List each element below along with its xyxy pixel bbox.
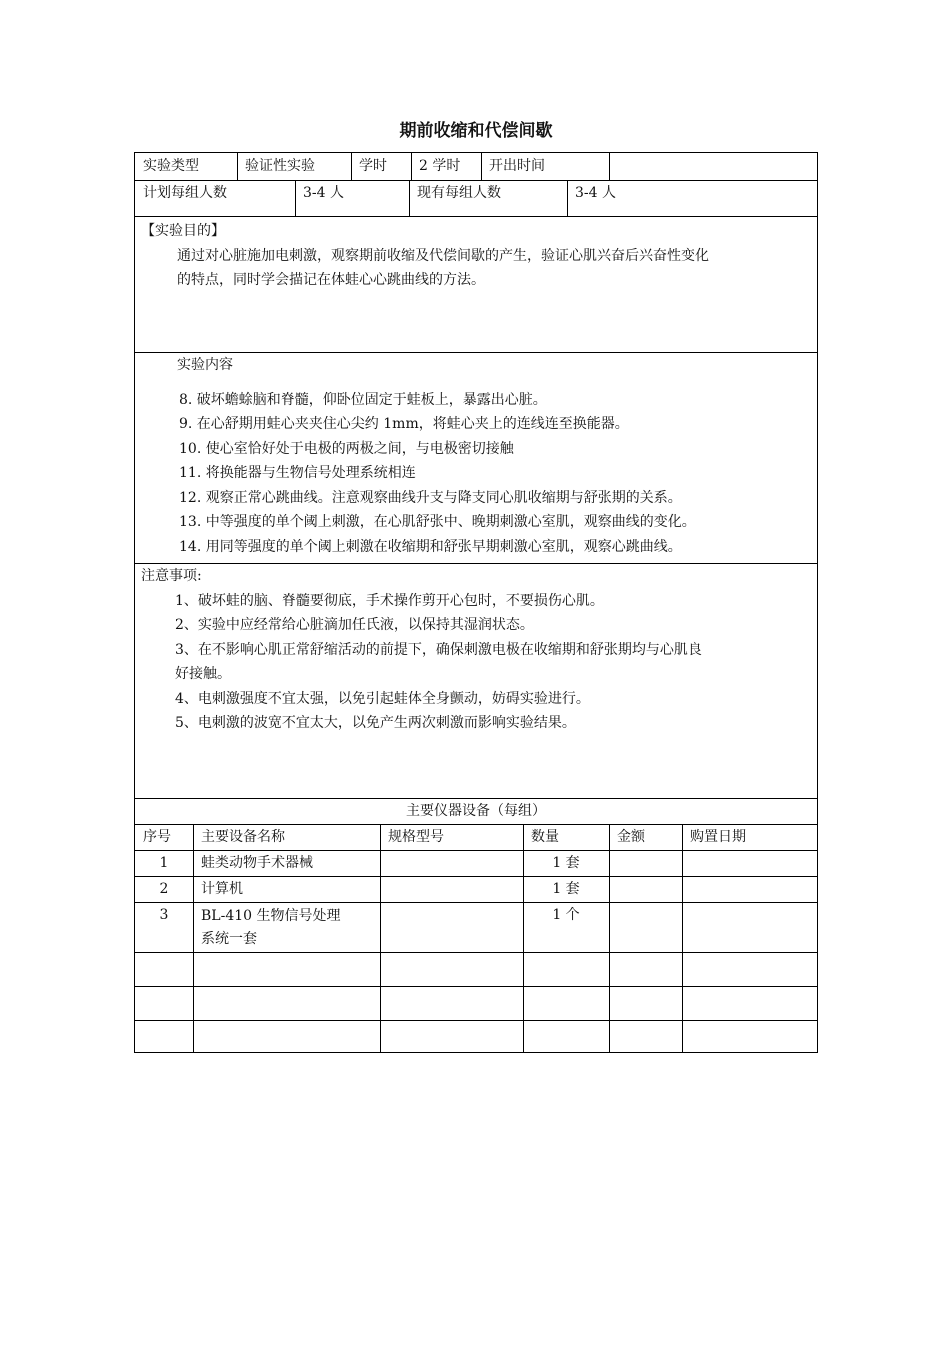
- equipment-heading: 主要仪器设备（每组）: [406, 803, 546, 819]
- notes-item: 4、电刺激强度不宜太强，以免引起蛙体全身颤动，妨碍实验进行。: [175, 690, 590, 707]
- equipment-row-no: 1: [159, 855, 169, 871]
- content-heading: 实验内容: [177, 357, 233, 373]
- equipment-row-qty: 1 套: [552, 881, 580, 897]
- content-item: 8. 破坏蟾蜍脑和脊髓，仰卧位固定于蛙板上，暴露出心脏。: [179, 391, 547, 408]
- purpose-heading: 【实验目的】: [141, 223, 225, 239]
- col-header-spec: 规格型号: [388, 829, 444, 845]
- content-section: [141, 353, 813, 559]
- equipment-empty-row: [135, 952, 817, 986]
- equipment-row-amount: [609, 876, 682, 902]
- col-header-no: 序号: [143, 829, 171, 845]
- notes-section: [141, 564, 813, 736]
- type-label: 实验类型: [143, 158, 199, 174]
- equipment-row-name: 计算机: [201, 881, 243, 897]
- equipment-row-date: [682, 902, 817, 952]
- equipment-row-amount: [609, 902, 682, 952]
- equipment-row-name-line-1: BL-410 生物信号处理: [201, 908, 341, 924]
- equipment-row-date: [682, 850, 817, 876]
- equipment-empty-row: [135, 986, 817, 1020]
- equipment-row-spec: [380, 876, 523, 902]
- purpose-line-2: 的特点，同时学会描记在体蛙心心跳曲线的方法。: [177, 272, 485, 288]
- col-header-date: 购置日期: [690, 829, 746, 845]
- content-item: 11. 将换能器与生物信号处理系统相连: [179, 465, 416, 481]
- equipment-row-qty: 1 套: [552, 855, 580, 871]
- plan-label: 计划每组人数: [143, 185, 227, 201]
- content-item: 10. 使心室恰好处于电极的两极之间，与电极密切接触: [179, 440, 514, 457]
- col-header-qty: 数量: [531, 829, 559, 845]
- experiment-form: [134, 152, 818, 1053]
- content-item: 9. 在心舒期用蛙心夹夹住心尖约 1mm，将蛙心夹上的连线连至换能器。: [179, 416, 629, 432]
- equipment-row-date: [682, 876, 817, 902]
- notes-item: 2、实验中应经常给心脏滴加任氏液，以保持其湿润状态。: [175, 617, 534, 633]
- plan-value: 3-4 人: [303, 185, 344, 201]
- purpose-section: [141, 219, 813, 293]
- notes-item: 1、破坏蛙的脑、脊髓要彻底，手术操作剪开心包时，不要损伤心肌。: [175, 592, 604, 609]
- open-label: 开出时间: [489, 158, 545, 174]
- notes-item: 3、在不影响心肌正常舒缩活动的前提下，确保刺激电极在收缩期和舒张期均与心肌良: [175, 641, 702, 658]
- col-header-name: 主要设备名称: [201, 829, 285, 845]
- hours-label: 学时: [359, 158, 387, 174]
- equipment-row-spec: [380, 902, 523, 952]
- equipment-row-qty: 1 个: [552, 907, 580, 923]
- notes-item: 好接触。: [175, 666, 231, 682]
- col-header-amount: 金额: [617, 829, 645, 845]
- notes-item: 5、电刺激的波宽不宜太大，以免产生两次刺激而影响实验结果。: [175, 715, 576, 731]
- current-label: 现有每组人数: [417, 185, 501, 201]
- content-item: 13. 中等强度的单个阈上刺激，在心肌舒张中、晚期刺激心室肌，观察曲线的变化。: [179, 514, 696, 530]
- content-item: 12. 观察正常心跳曲线。注意观察曲线升支与降支同心肌收缩期与舒张期的关系。: [179, 489, 682, 506]
- equipment-row-no: 3: [159, 907, 169, 923]
- current-value: 3-4 人: [575, 185, 616, 201]
- page-title: 期前收缩和代偿间歇: [399, 121, 553, 141]
- type-value: 验证性实验: [245, 158, 315, 174]
- open-value: [609, 153, 817, 180]
- equipment-row-no: 2: [159, 881, 169, 897]
- equipment-row-name: 蛙类动物手术器械: [201, 855, 313, 871]
- equipment-empty-row: [135, 1020, 817, 1052]
- notes-heading: 注意事项:: [141, 568, 202, 584]
- equipment-row-spec: [380, 850, 523, 876]
- equipment-row-name: [193, 902, 380, 952]
- content-item: 14. 用同等强度的单个阈上刺激在收缩期和舒张早期刺激心室肌，观察心跳曲线。: [179, 538, 682, 555]
- equipment-row-amount: [609, 850, 682, 876]
- purpose-line-1: 通过对心脏施加电刺激，观察期前收缩及代偿间歇的产生，验证心肌兴奋后兴奋性变化: [177, 247, 709, 264]
- equipment-row-name-line-2: 系统一套: [201, 931, 257, 947]
- hours-value: 2 学时: [419, 158, 461, 174]
